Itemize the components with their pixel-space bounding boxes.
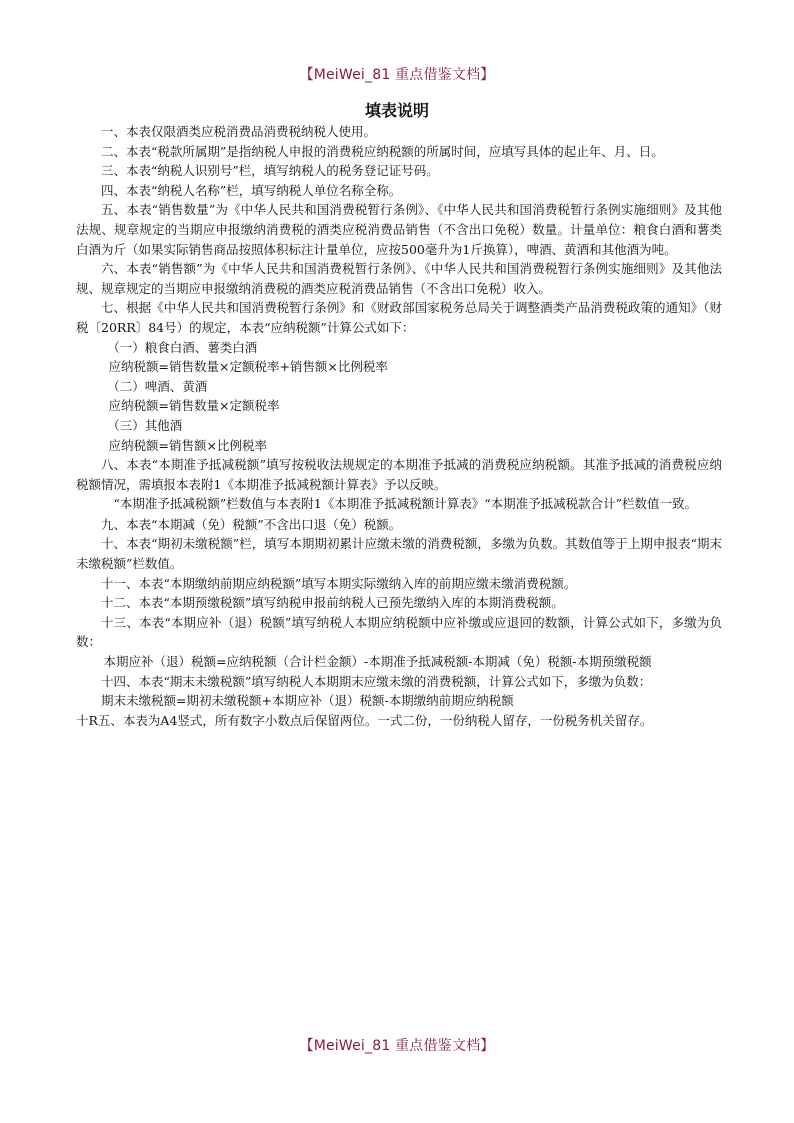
formula-other-liquor: 应纳税额=销售额×比例税率: [108, 437, 267, 453]
formula-grain-liquor: 应纳税额=销售数量×定额税率+销售额×比例税率: [108, 359, 388, 375]
paragraph-8: 八、本表“本期准予抵减税额”填写按税收法规规定的本期准予抵减的消费税应纳税额。其准予抵减的消费税应纳税额情况，需填报本表附1《本期准予抵减税额计算表》予以反映。: [76, 457, 722, 492]
paragraph-9: 九、本表“本期减（免）税额”不含出口退（免）税额。: [101, 516, 402, 532]
paragraph-7: 七、根据《中华人民共和国消费税暂行条例》和《财政部国家税务总局关于调整酒类产品消费税政策的通知》（财税〔20RR〕84号）的规定，本表“应纳税额”计算公式如下：: [76, 300, 722, 335]
paragraph-13: 十三、本表“本期应补（退）税额”填写纳税人本期应纳税额中应补缴或应退回的数额，计算公式如下，多缴为负数：: [76, 614, 722, 650]
paragraph-11: 十一、本表“本期缴纳前期应纳税额”填写本期实际缴纳入库的前期应缴未缴消费税额。: [101, 575, 577, 591]
paragraph-3: 三、本表“纳税人识别号”栏，填写纳税人的税务登记证号码。: [101, 163, 439, 179]
paragraph-15: 十R五、本表为A4竖式，所有数字小数点后保留两位。一式二份，一份纳税人留存，一份税务机关留存。: [76, 712, 653, 728]
paragraph-6: 六、本表“销售额”为《中华人民共和国消费税暂行条例》、《中华人民共和国消费税暂行条例实施细则》及其他法规、规章规定的当期应申报缴纳消费税的酒类应税消费品销售（不含出口免税）收入。: [76, 261, 722, 296]
header-watermark: 【MeiWei_81 重点借鉴文档】: [299, 67, 495, 83]
page-title: 填表说明: [364, 101, 429, 120]
formula-refund: 本期应补（退）税额=应纳税额（合计栏金额）-本期准予抵减税额-本期减（免）税额-本期预缴税额: [103, 654, 652, 670]
paragraph-14: 十四、本表“期末未缴税额”填写纳税人本期期末应缴未缴的消费税额，计算公式如下，多缴为负数：: [101, 673, 652, 689]
formula-ending-unpaid: 期末未缴税额=期初未缴税额+本期应补（退）税额-本期缴纳前期应纳税额: [101, 693, 514, 709]
paragraph-5: 五、本表“销售数量”为《中华人民共和国消费税暂行条例》、《中华人民共和国消费税暂行条例实施细则》及其他法规、规章规定的当期应申报缴纳消费税的酒类应税消费品销售（不含出口免税）数量。计量单位：粮食白酒和薯类白酒为斤（如果实际销售商品按照体积标注计量单位，应按500毫升为1斤换算），啤酒、黄酒和其他酒为吨。: [76, 202, 722, 257]
paragraph-1: 一、本表仅限酒类应税消费品消费税纳税人使用。: [101, 124, 377, 139]
paragraph-8-note: “本期准予抵减税额”栏数值与本表附1《本期准予抵减税额计算表》“本期准予抵减税款合计”栏数值一致。: [113, 496, 698, 512]
paragraph-12: 十二、本表“本期预缴税额”填写纳税申报前纳税人已预先缴纳入库的本期消费税额。: [101, 595, 564, 611]
footer-watermark: 【MeiWei_81 重点借鉴文档】: [299, 1038, 495, 1054]
subheading-grain-liquor: （一）粮食白酒、薯类白酒: [107, 339, 258, 355]
paragraph-10: 十、本表“期初未缴税额”栏，填写本期期初累计应缴未缴的消费税额，多缴为负数。其数值等于上期申报表“期末未缴税额”栏数值。: [76, 536, 722, 572]
instructions-body: [76, 122, 722, 730]
subheading-other-liquor: （三）其他酒: [107, 417, 183, 433]
formula-beer: 应纳税额=销售数量×定额税率: [108, 398, 280, 414]
subheading-beer: （二）啤酒、黄酒: [107, 378, 208, 394]
paragraph-2: 二、本表“税款所属期”是指纳税人申报的消费税应纳税额的所属时间，应填写具体的起止年、月、日。: [101, 143, 664, 159]
paragraph-4: 四、本表“纳税人名称”栏，填写纳税人单位名称全称。: [101, 182, 402, 198]
